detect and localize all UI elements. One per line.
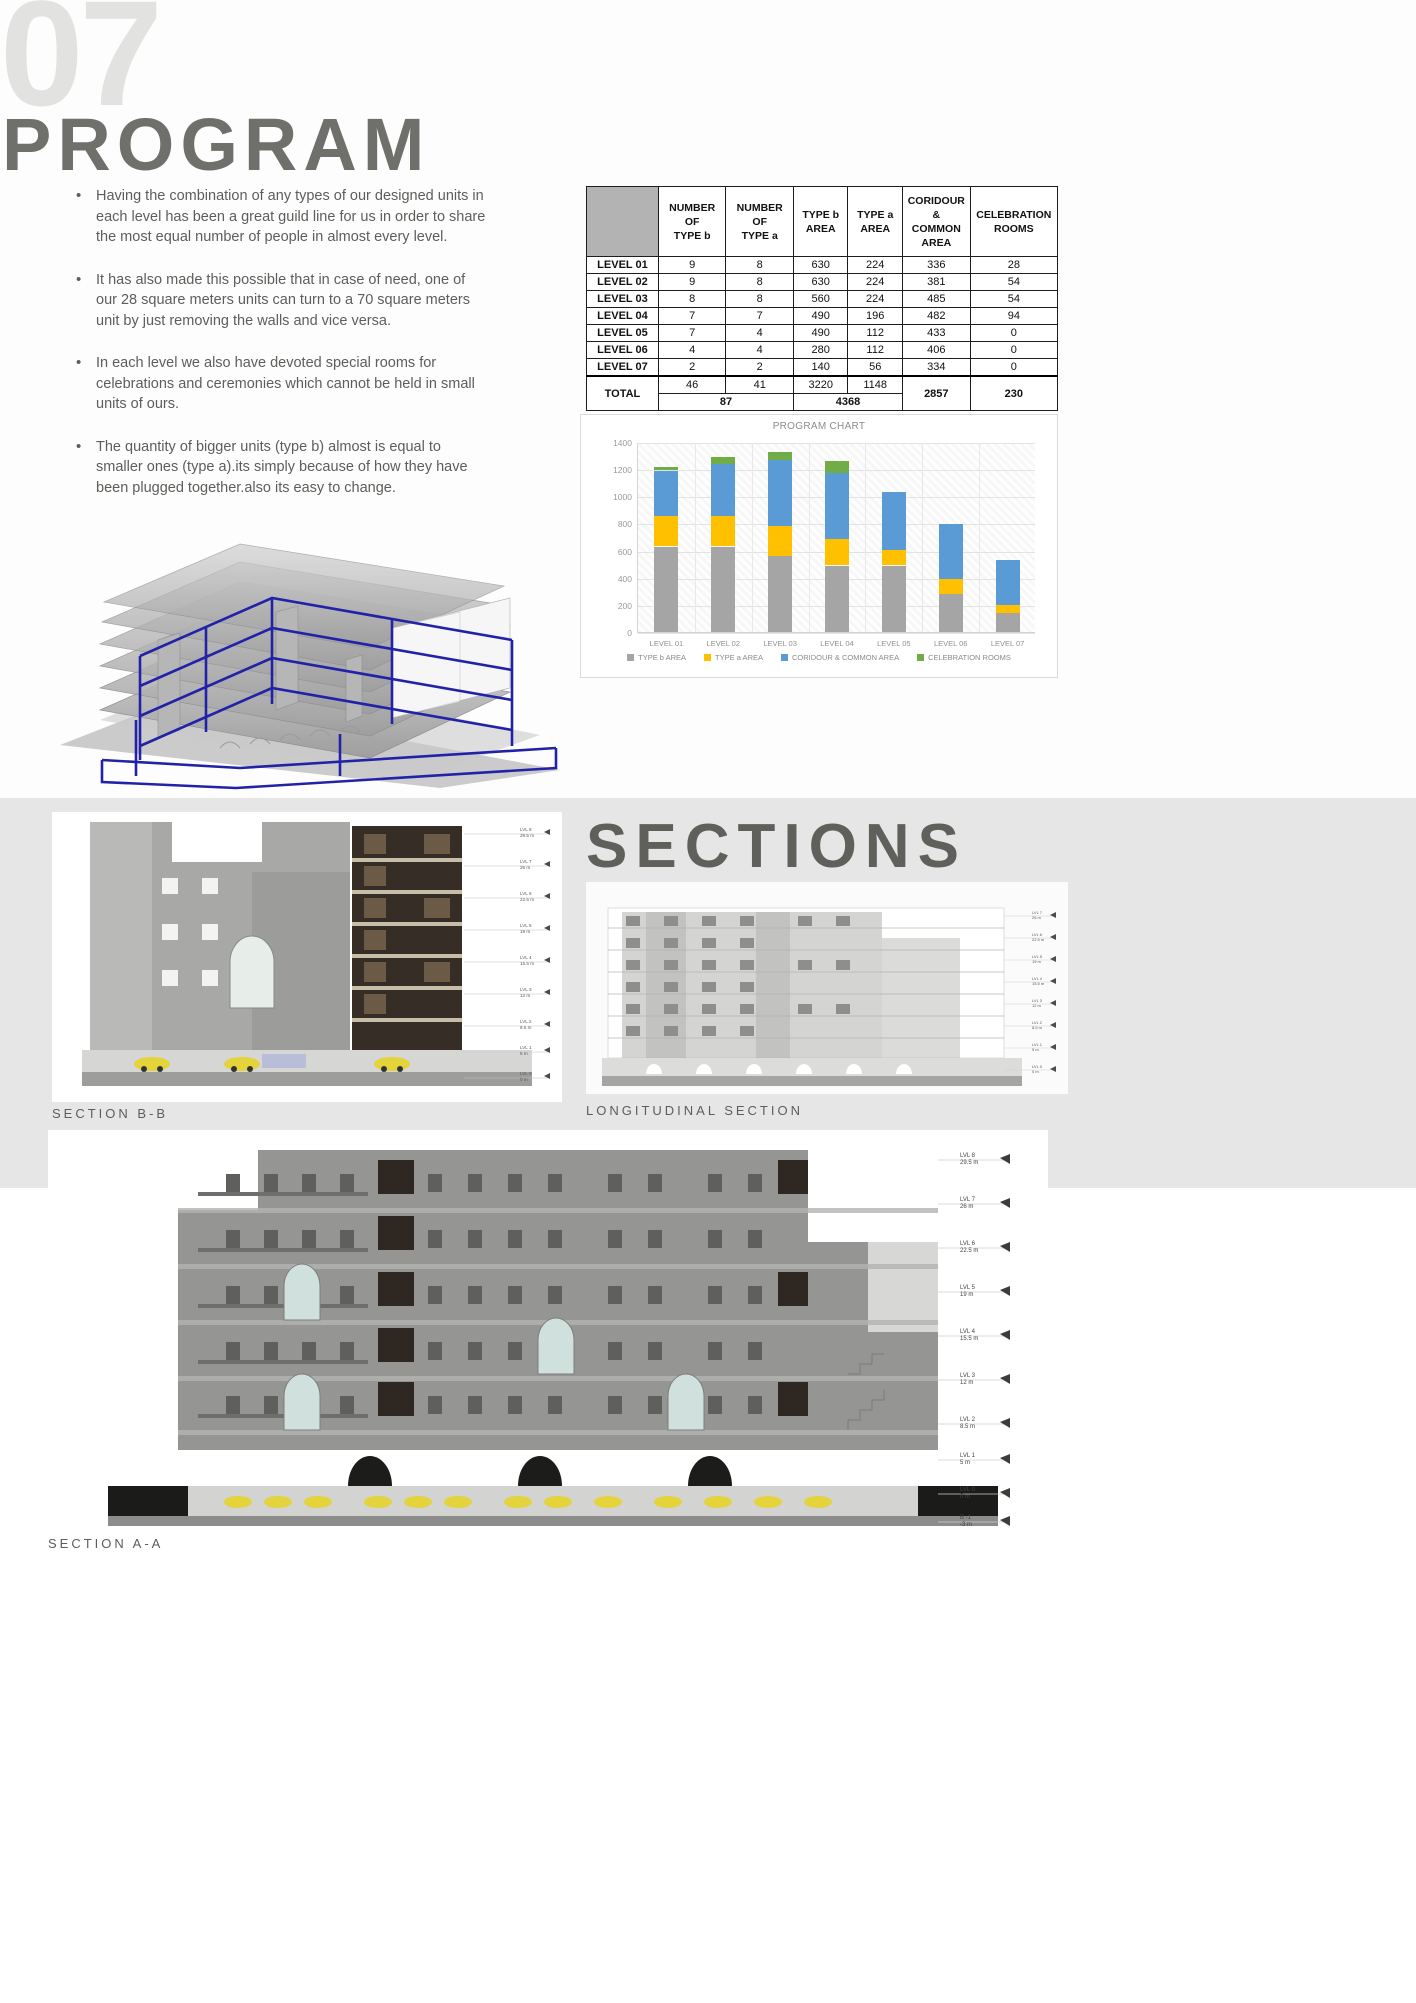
svg-text:LVL 6: LVL 6 — [1032, 932, 1043, 937]
section-aa-svg — [48, 1130, 1048, 1530]
chart-x-tick-label: LEVEL 02 — [706, 639, 741, 648]
svg-text:LVL 5: LVL 5 — [520, 923, 532, 928]
chart-bar-segment — [939, 524, 963, 579]
legend-swatch-icon — [781, 654, 788, 661]
chart-y-tick-label: 1400 — [613, 438, 632, 448]
row-header-level: LEVEL 05 — [587, 325, 659, 342]
chart-x-tick-label: LEVEL 06 — [933, 639, 968, 648]
row-header-level: LEVEL 03 — [587, 291, 659, 308]
chart-y-tick-label: 600 — [617, 546, 632, 557]
chart-bar-segment — [768, 452, 792, 459]
bullet-text: Having the combination of any types of our designed units in each level has been a great guild line for us in order to share the most equal number of people in almost every level. — [96, 188, 486, 245]
chart-vertical-gridline — [695, 443, 696, 632]
table-cell-corridor-common: 482 — [902, 308, 970, 325]
level-marker-name: LVL 7 — [960, 1197, 976, 1203]
svg-text:19 m: 19 m — [520, 929, 531, 934]
table-cell-type-b-area: 630 — [794, 274, 848, 291]
chart-legend-item — [917, 653, 1011, 662]
chart-x-tick-label: LEVEL 03 — [763, 639, 797, 648]
level-marker-elevation: 26 m — [960, 1204, 974, 1210]
level-marker-elevation: 5 m — [960, 1460, 971, 1466]
svg-text:LVL 5: LVL 5 — [1032, 954, 1043, 959]
table-corner-cell — [587, 187, 659, 257]
row-header-level: LEVEL 07 — [587, 359, 659, 377]
col-header-number-type-b — [658, 187, 726, 257]
svg-text:LVL 6: LVL 6 — [520, 891, 532, 896]
table-row — [587, 291, 1058, 308]
level-marker-name: LVL 4 — [960, 1329, 976, 1335]
chart-bar-segment — [711, 547, 735, 633]
header-line: COMMON — [911, 222, 961, 235]
chart-legend-label: TYPE a AREA — [715, 653, 763, 662]
table-cell-type-a-count: 4 — [726, 325, 794, 342]
chart-legend-item — [627, 653, 686, 662]
chart-bar-group — [933, 442, 968, 648]
svg-text:19 m: 19 m — [1032, 959, 1041, 964]
table-cell-type-b-area: 490 — [794, 325, 848, 342]
section-aa-drawing — [48, 1130, 1048, 1530]
svg-text:8.5 m: 8.5 m — [520, 1025, 532, 1030]
total-type-b-count: 46 — [658, 376, 726, 394]
header-line: AREA — [921, 236, 952, 249]
chart-bar-group — [763, 442, 797, 648]
bullet-icon: • — [76, 187, 82, 204]
chart-bar-group — [820, 442, 854, 648]
svg-text:LVL 8: LVL 8 — [520, 827, 532, 832]
section-bb-drawing — [52, 812, 562, 1102]
svg-text:LVL 2: LVL 2 — [1032, 1020, 1043, 1025]
svg-text:12 m: 12 m — [520, 993, 531, 998]
svg-text:22.5 m: 22.5 m — [520, 897, 535, 902]
level-marker-elevation: 0 m — [960, 1494, 971, 1500]
svg-text:5 m: 5 m — [1032, 1047, 1039, 1052]
chart-vertical-gridline — [922, 443, 923, 632]
chart-vertical-gridline — [752, 443, 753, 632]
total-type-b-area: 3220 — [794, 376, 848, 394]
chart-y-tick-label: 800 — [617, 519, 632, 530]
table-cell-type-b-area: 560 — [794, 291, 848, 308]
level-marker-elevation: 22.5 m — [960, 1248, 979, 1254]
row-header-level: LEVEL 04 — [587, 308, 659, 325]
col-header-type-a-area — [848, 187, 902, 257]
chart-bar-segment — [711, 464, 735, 516]
chart-bar-segment — [768, 526, 792, 556]
chart-bar-segment — [939, 579, 963, 594]
table-cell-type-a-count: 7 — [726, 308, 794, 325]
bullet-icon: • — [76, 354, 82, 371]
level-marker-elevation: 29.5 m — [960, 1160, 979, 1166]
axonometric-svg — [40, 520, 570, 790]
table-cell-celebration: 54 — [970, 291, 1057, 308]
list-item — [70, 437, 490, 499]
svg-text:LVL 1: LVL 1 — [1032, 1042, 1043, 1047]
chart-title: PROGRAM CHART — [772, 421, 866, 432]
total-units: 87 — [658, 394, 793, 411]
chart-legend-label: CELEBRATION ROOMS — [928, 653, 1011, 662]
svg-text:LVL 4: LVL 4 — [520, 955, 532, 960]
bullet-text: In each level we also have devoted special rooms for celebrations and ceremonies which cannot be held in small units of ours. — [96, 355, 475, 412]
table-cell-celebration: 0 — [970, 325, 1057, 342]
svg-text:LVL 2: LVL 2 — [520, 1019, 532, 1024]
table-cell-celebration: 94 — [970, 308, 1057, 325]
table-total-row-counts — [587, 376, 1058, 394]
svg-text:0 m: 0 m — [1032, 1069, 1039, 1074]
chart-legend-item — [704, 653, 763, 662]
chart-bar-segment — [939, 594, 963, 632]
chart-bar-group — [990, 442, 1025, 648]
svg-text:22.5 m: 22.5 m — [1032, 937, 1045, 942]
chart-bar-group — [649, 442, 684, 648]
header-line: & — [932, 208, 941, 221]
level-marker-name: LVL 8 — [960, 1153, 976, 1159]
table-cell-type-a-area: 196 — [848, 308, 902, 325]
level-marker-elevation: 12 m — [960, 1380, 974, 1386]
chart-y-tick-label: 1200 — [613, 465, 632, 476]
table-cell-type-a-count: 8 — [726, 257, 794, 274]
table-cell-type-a-area: 112 — [848, 342, 902, 359]
header-line: TYPE a — [857, 208, 894, 221]
header-line: TYPE b — [802, 208, 840, 221]
table-cell-type-a-count: 2 — [726, 359, 794, 377]
svg-text:26 m: 26 m — [1032, 915, 1041, 920]
chart-y-tick-label: 1000 — [613, 492, 632, 503]
program-table-container — [586, 186, 1058, 411]
bullet-text: The quantity of bigger units (type b) almost is equal to smaller ones (type a).its simply because of how they have been plugged together.also its easy to change. — [96, 438, 468, 496]
svg-text:LVL 0: LVL 0 — [520, 1071, 532, 1076]
chart-bar-segment — [711, 457, 735, 464]
chart-bar-segment — [654, 547, 678, 633]
longitudinal-section-svg — [586, 882, 1068, 1094]
total-area: 4368 — [794, 394, 903, 411]
header-line: CORIDOUR — [907, 194, 965, 207]
list-item — [70, 353, 490, 415]
table-cell-corridor-common: 406 — [902, 342, 970, 359]
level-marker-elevation: 19 m — [960, 1292, 974, 1298]
col-header-corridor-common-area — [902, 187, 970, 257]
table-cell-type-a-count: 8 — [726, 291, 794, 308]
legend-swatch-icon — [627, 654, 634, 661]
chart-bar-segment — [825, 539, 849, 566]
header-line: TYPE b — [673, 229, 711, 242]
svg-text:8.5 m: 8.5 m — [1032, 1025, 1043, 1030]
svg-text:LVL 4: LVL 4 — [1032, 976, 1043, 981]
header-line: NUMBER OF — [669, 201, 716, 228]
level-marker-name: LVL 5 — [960, 1285, 976, 1291]
svg-text:LVL 3: LVL 3 — [520, 987, 532, 992]
chart-plot-area — [613, 438, 1035, 648]
chart-bar-segment — [882, 566, 906, 633]
table-cell-celebration: 54 — [970, 274, 1057, 291]
chart-bar-segment — [711, 516, 735, 546]
sections-page — [0, 798, 1416, 2003]
chart-bar-segment — [654, 467, 678, 471]
table-row — [587, 274, 1058, 291]
table-header-row — [587, 187, 1058, 257]
table-cell-corridor-common: 334 — [902, 359, 970, 377]
list-item — [70, 186, 490, 248]
building-axonometric-render — [40, 520, 570, 790]
header-line: NUMBER OF — [736, 201, 783, 228]
table-body — [587, 257, 1058, 411]
table-cell-type-a-count: 8 — [726, 274, 794, 291]
svg-text:15.5 m: 15.5 m — [520, 961, 535, 966]
bullet-text: It has also made this possible that in case of need, one of our 28 square meters units can turn to a 70 square meters unit by just removing the walls and vice versa. — [96, 271, 470, 329]
total-corridor-common: 2857 — [902, 376, 970, 411]
chart-vertical-gridline — [979, 443, 980, 632]
caption-longitudinal-section: LONGITUDINAL SECTION — [586, 1103, 803, 1118]
total-label: TOTAL — [587, 376, 659, 411]
table-cell-type-b-count: 9 — [658, 257, 726, 274]
chart-gridline — [638, 633, 1035, 634]
chart-bar-segment — [768, 460, 792, 526]
chart-y-tick-label: 400 — [617, 573, 632, 584]
bullet-icon: • — [76, 270, 82, 288]
total-type-a-area: 1148 — [848, 376, 902, 394]
chart-x-tick-label: LEVEL 07 — [990, 639, 1025, 648]
chart-y-tick-label: 0 — [627, 628, 632, 638]
level-marker-name: LVL 3 — [960, 1373, 976, 1379]
row-header-level: LEVEL 06 — [587, 342, 659, 359]
chart-bar-segment — [825, 461, 849, 474]
table-cell-corridor-common: 381 — [902, 274, 970, 291]
table-cell-type-b-count: 2 — [658, 359, 726, 377]
table-cell-type-b-area: 280 — [794, 342, 848, 359]
table-cell-type-b-count: 7 — [658, 325, 726, 342]
table-cell-type-a-count: 4 — [726, 342, 794, 359]
total-celebration: 230 — [970, 376, 1057, 411]
svg-text:29.5 m: 29.5 m — [520, 833, 535, 838]
chart-bar-segment — [996, 613, 1020, 632]
header-line: AREA — [805, 222, 836, 235]
chart-bar-group — [877, 442, 911, 648]
table-cell-corridor-common: 485 — [902, 291, 970, 308]
bullet-icon: • — [76, 437, 82, 455]
chart-bar-segment — [654, 516, 678, 546]
table-row — [587, 325, 1058, 342]
header-line: ROOMS — [994, 222, 1034, 235]
page-title: PROGRAM — [2, 103, 431, 186]
table-cell-type-a-area: 224 — [848, 291, 902, 308]
table-cell-celebration: 28 — [970, 257, 1057, 274]
table-cell-corridor-common: 336 — [902, 257, 970, 274]
table-row — [587, 257, 1058, 274]
table-cell-type-b-count: 8 — [658, 291, 726, 308]
chart-vertical-gridline — [865, 443, 866, 632]
level-marker-name: B -1 — [960, 1515, 972, 1521]
section-bb-svg — [52, 812, 562, 1102]
level-marker-elevation: 15.5 m — [960, 1336, 979, 1342]
table-cell-type-b-area: 490 — [794, 308, 848, 325]
chart-bar-segment — [825, 566, 849, 633]
longitudinal-section-drawing — [586, 882, 1068, 1094]
chart-legend — [581, 653, 1057, 662]
sections-title: SECTIONS — [586, 812, 967, 881]
table-row — [587, 308, 1058, 325]
chart-legend-label: TYPE b AREA — [638, 653, 687, 662]
caption-section-aa: SECTION A-A — [48, 1536, 164, 1551]
list-item — [70, 270, 490, 332]
table-cell-type-b-count: 9 — [658, 274, 726, 291]
svg-text:LVL 3: LVL 3 — [1032, 998, 1043, 1003]
program-bullet-list — [70, 186, 490, 520]
svg-text:LVL 0: LVL 0 — [1032, 1064, 1043, 1069]
chart-bar-segment — [768, 556, 792, 632]
chart-bar-segment — [882, 550, 906, 565]
chart-x-tick-label: LEVEL 01 — [649, 639, 684, 648]
level-marker-name: LVL 1 — [960, 1453, 976, 1459]
svg-text:0 m: 0 m — [520, 1077, 528, 1082]
chart-bar-segment — [654, 471, 678, 517]
header-line: CELEBRATION — [976, 208, 1052, 221]
row-header-level: LEVEL 02 — [587, 274, 659, 291]
chart-bar-segment — [996, 605, 1020, 613]
level-marker-elevation: 8.5 m — [960, 1424, 976, 1430]
svg-text:26 m: 26 m — [520, 865, 531, 870]
legend-swatch-icon — [917, 654, 924, 661]
table-cell-celebration: 0 — [970, 359, 1057, 377]
total-type-a-count: 41 — [726, 376, 794, 394]
row-header-level: LEVEL 01 — [587, 257, 659, 274]
program-table — [586, 186, 1058, 411]
section-number: 07 — [0, 0, 159, 137]
col-header-celebration-rooms — [970, 187, 1057, 257]
chart-bar-group — [706, 442, 741, 648]
svg-text:15.5 m: 15.5 m — [1032, 981, 1045, 986]
caption-section-bb: SECTION B-B — [52, 1106, 169, 1121]
chart-x-tick-label: LEVEL 04 — [820, 639, 854, 648]
table-cell-type-b-area: 630 — [794, 257, 848, 274]
svg-text:5 m: 5 m — [520, 1051, 528, 1056]
chart-bar-segment — [996, 560, 1020, 605]
chart-bar-segment — [825, 473, 849, 538]
table-cell-type-b-area: 140 — [794, 359, 848, 377]
svg-text:12 m: 12 m — [1032, 1003, 1041, 1008]
col-header-number-type-a — [726, 187, 794, 257]
chart-bar-segment — [882, 492, 906, 551]
svg-text:LVL 7: LVL 7 — [520, 859, 532, 864]
svg-text:LVL 1: LVL 1 — [520, 1045, 532, 1050]
header-line: TYPE a — [741, 229, 778, 242]
chart-legend-item — [781, 653, 899, 662]
legend-swatch-icon — [704, 654, 711, 661]
chart-vertical-gridline — [809, 443, 810, 632]
table-cell-type-a-area: 224 — [848, 274, 902, 291]
table-cell-celebration: 0 — [970, 342, 1057, 359]
table-cell-type-b-count: 4 — [658, 342, 726, 359]
table-row — [587, 359, 1058, 377]
level-marker-name: LVL 6 — [960, 1241, 976, 1247]
level-marker-name: LVL 2 — [960, 1417, 976, 1423]
header-line: AREA — [860, 222, 891, 235]
table-cell-corridor-common: 433 — [902, 325, 970, 342]
table-cell-type-a-area: 224 — [848, 257, 902, 274]
chart-x-tick-label: LEVEL 05 — [877, 639, 911, 648]
table-cell-type-a-area: 56 — [848, 359, 902, 377]
table-cell-type-a-area: 112 — [848, 325, 902, 342]
program-chart — [580, 414, 1058, 678]
svg-text:LVL 7: LVL 7 — [1032, 910, 1043, 915]
level-marker-elevation: -3 m — [960, 1522, 972, 1528]
chart-y-tick-label: 200 — [617, 600, 632, 611]
col-header-type-b-area — [794, 187, 848, 257]
level-marker-name: LVL 0 — [960, 1487, 976, 1493]
table-row — [587, 342, 1058, 359]
table-cell-type-b-count: 7 — [658, 308, 726, 325]
chart-legend-label: CORIDOUR & COMMON AREA — [791, 653, 900, 662]
